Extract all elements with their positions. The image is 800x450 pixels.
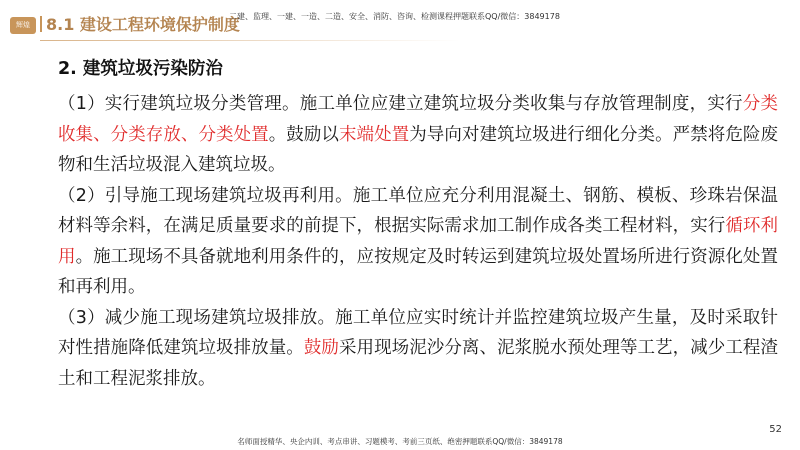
text-segment: 。鼓励以 [268,124,339,145]
watermark-top: 二建、监理、一建、一造、二造、安全、消防、咨询、检测课程押题联系QQ/微信：3849178 [229,12,560,21]
paragraph-1 [30,89,778,181]
paragraph-text [30,181,778,303]
logo-badge: 辉煌 [10,17,36,34]
section-title [40,13,240,37]
text-segment: 采用现场泥沙分离、泥浆脱水预处理等工艺，减少工程渣土和工程泥浆排放。 [58,338,778,389]
paragraph-text [30,89,778,181]
content-body [30,89,778,394]
header-bar [0,0,800,48]
highlight-segment: 循环利用 [58,216,778,267]
header-divider [40,40,460,41]
highlight-segment: 末端处置 [339,124,410,145]
title-separator [40,16,42,32]
section-title-text: 8.1 建设工程环境保护制度 [46,15,240,34]
watermark-bottom: 名师面授精华、央企内训、考点串讲、习题模考、考前三页纸、绝密押题联系QQ/微信：3849178 [237,437,563,446]
text-segment: （1）实行建筑垃圾分类管理。施工单位应建立建筑垃圾分类收集与存放管理制度，实行 [58,94,743,114]
highlight-segment: 分类收集、分类存放、分类处置 [58,94,779,145]
text-segment: 为导向对建筑垃圾进行细化分类。严禁将危险废物和生活垃圾混入建筑垃圾。 [58,124,778,175]
text-segment: 。施工现场不具备就地利用条件的，应按规定及时转运到建筑垃圾处置场所进行资源化处置和再利用。 [58,246,778,297]
highlight-segment: 鼓励 [303,338,339,358]
paragraph-text [30,303,778,395]
text-segment: （3）减少施工现场建筑垃圾排放。施工单位应实时统计并监控建筑垃圾产生量，及时采取针对性措施降低建筑垃圾排放量。 [58,307,778,358]
page-heading: 2. 建筑垃圾污染防治 [58,59,223,79]
paragraph-3 [30,303,778,395]
paragraph-2 [30,181,778,303]
page-number: 52 [769,424,782,435]
text-segment: （2）引导施工现场建筑垃圾再利用。施工单位应充分利用混凝土、钢筋、模板、珍珠岩保温材料等余料，在满足质量要求的前提下，根据实际需求加工制作成各类工程材料，实行 [58,185,778,236]
